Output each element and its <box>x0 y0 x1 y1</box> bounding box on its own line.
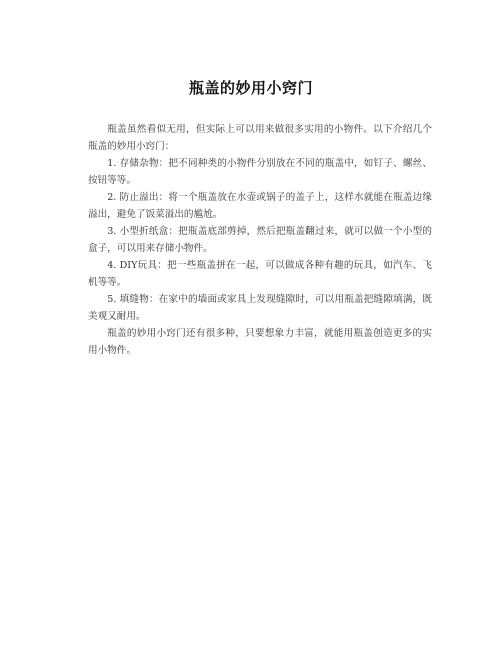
tip-item-filler: 5. 填缝物：在家中的墙面或家具上发现缝隙时，可以用瓶盖把缝隙填满，既美观又耐用。 <box>88 294 432 322</box>
tip-item-storage: 1. 存储杂物：把不同种类的小物件分别放在不同的瓶盖中，如钉子、螺丝、按钮等等。 <box>88 158 432 186</box>
document-body <box>88 121 432 359</box>
document-title: 瓶盖的妙用小窍门 <box>188 79 313 97</box>
tip-item-toy: 4. DIY玩具：把一些瓶盖拼在一起，可以做成各种有趣的玩具，如汽车、飞机等等。 <box>88 260 432 288</box>
intro-paragraph: 瓶盖虽然看似无用，但实际上可以用来做很多实用的小物件。以下介绍几个瓶盖的妙用小窍门： <box>88 124 432 152</box>
tip-item-box: 3. 小型折纸盒：把瓶盖底部剪掉，然后把瓶盖翻过来，就可以做一个小型的盒子，可以用来存储小物件。 <box>88 226 432 254</box>
closing-paragraph: 瓶盖的妙用小窍门还有很多种，只要想象力丰富，就能用瓶盖创造更多的实用小物件。 <box>88 328 432 356</box>
tip-item-overflow: 2. 防止溢出：将一个瓶盖放在水壶或锅子的盖子上，这样水就能在瓶盖边缘溢出，避免了饭菜溢出的尴尬。 <box>88 192 432 220</box>
